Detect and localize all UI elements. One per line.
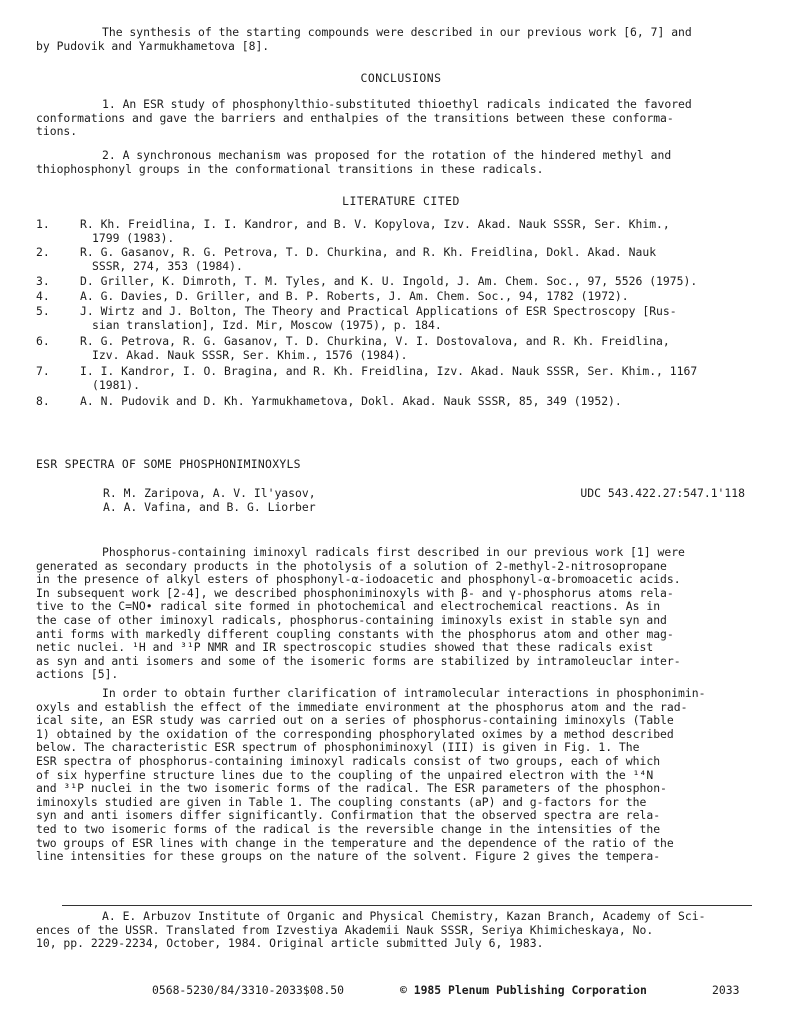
body-line: as syn and anti isomers and some of the isomeric forms are stabilized by intramoleuclar inter- <box>36 653 681 668</box>
copyright-notice: © 1985 Plenum Publishing Corporation <box>400 983 647 997</box>
conclusions-heading: CONCLUSIONS <box>360 71 442 85</box>
reference-number: 8. <box>36 394 50 408</box>
reference-line: 1799 (1983). <box>92 230 175 245</box>
body-line: ical site, an ESR study was carried out on a series of phosphorus-containing iminoxyls (Table <box>36 713 674 728</box>
intro-line: by Pudovik and Yarmukhametova [8]. <box>36 38 270 53</box>
body-line: netic nuclei. ¹H and ³¹P NMR and IR spectroscopic studies showed that these radicals exist <box>36 640 654 655</box>
udc-code: UDC 543.422.27:547.1'118 <box>580 486 745 500</box>
body-line: and ³¹P nuclei in the two isomeric forms of the radical. The ESR parameters of the phosphon- <box>36 781 667 796</box>
reference-number: 1. <box>36 217 50 231</box>
intro-paragraph <box>36 26 766 53</box>
reference-number: 6. <box>36 334 50 348</box>
author-line: A. A. Vafina, and B. G. Liorber <box>103 499 316 514</box>
body-line: ted to two isomeric forms of the radical is the reversible change in the intensities of the <box>36 821 661 836</box>
body-line: two groups of ESR lines with change in the temperature and the dependence of the ratio of the <box>36 835 674 850</box>
body-line: Phosphorus-containing iminoxyl radicals first described in our previous work [1] were <box>102 545 685 559</box>
conclusion-line: 2. A synchronous mechanism was proposed for the rotation of the hindered methyl and <box>102 148 672 162</box>
body-line: iminoxyls studied are given in Table 1. The coupling constants (aP) and g-factors for the <box>36 794 647 809</box>
reference-line: A. G. Davies, D. Griller, and B. P. Roberts, J. Am. Chem. Soc., 94, 1782 (1972). <box>80 289 629 303</box>
reference-line: R. G. Gasanov, R. G. Petrova, T. D. Churkina, and R. Kh. Freidlina, Dokl. Akad. Nauk <box>80 245 657 259</box>
reference-line: R. G. Petrova, R. G. Gasanov, T. D. Churkina, V. I. Dostovalova, and R. Kh. Freidlina, <box>80 334 670 348</box>
article-title: ESR SPECTRA OF SOME PHOSPHONIMINOXYLS <box>36 457 301 471</box>
body-line: below. The characteristic ESR spectrum of phosphoniminoxyl (III) is given in Fig. 1. The <box>36 740 640 755</box>
footnote-line: ences of the USSR. Translated from Izvestiya Akademii Nauk SSSR, Seriya Khimicheskaya, No. <box>36 922 654 937</box>
reference-number: 7. <box>36 364 50 378</box>
conclusion-line: tions. <box>36 124 78 139</box>
body-line: actions [5]. <box>36 667 119 682</box>
reference-line: SSSR, 274, 353 (1984). <box>92 258 243 273</box>
reference-line: Izv. Akad. Nauk SSSR, Ser. Khim., 1576 (1984). <box>92 347 408 362</box>
body-line: anti forms with markedly different coupling constants with the phosphorus atom and other mag- <box>36 626 674 641</box>
conclusion-line: 1. An ESR study of phosphonylthio-substituted thioethyl radicals indicated the favored <box>102 97 692 111</box>
body-line: ESR spectra of phosphorus-containing iminoxyl radicals consist of two groups, each of which <box>36 753 661 768</box>
conclusion-line: conformations and gave the barriers and enthalpies of the transitions between these conforma- <box>36 110 674 125</box>
conclusion-line: thiophosphonyl groups in the conformational transitions in these radicals. <box>36 161 544 176</box>
article-authors <box>103 487 316 514</box>
body-line: of six hyperfine structure lines due to the coupling of the unpaired electron with the ¹⁴N <box>36 767 654 782</box>
body-line: syn and anti isomers differ significantly. Confirmation that the observed spectra are rela- <box>36 808 661 823</box>
reference-number: 3. <box>36 274 50 288</box>
footnote-line: A. E. Arbuzov Institute of Organic and Physical Chemistry, Kazan Branch, Academy of Sci- <box>102 909 706 923</box>
reference-line: I. I. Kandror, I. O. Bragina, and R. Kh. Freidlina, Izv. Akad. Nauk SSSR, Ser. Khim., 1167 <box>80 364 698 378</box>
conclusion-item <box>36 149 766 176</box>
reference-line: A. N. Pudovik and D. Kh. Yarmukhametova, Dokl. Akad. Nauk SSSR, 85, 349 (1952). <box>80 394 622 408</box>
body-line: line intensities for these groups on the nature of the solvent. Figure 2 gives the tempera- <box>36 849 661 864</box>
affiliation-footnote <box>36 910 756 951</box>
author-line: R. M. Zaripova, A. V. Il'yasov, <box>103 486 316 500</box>
reference-line: (1981). <box>92 377 141 392</box>
footnote-line: 10, pp. 2229-2234, October, 1984. Original article submitted July 6, 1983. <box>36 936 544 951</box>
body-paragraph <box>36 687 766 864</box>
body-line: the case of other iminoxyl radicals, phosphorus-containing iminoxyls exist in stable syn and <box>36 612 667 627</box>
reference-line: D. Griller, K. Dimroth, T. M. Tyles, and K. U. Ingold, J. Am. Chem. Soc., 97, 5526 (1975). <box>80 274 698 288</box>
reference-number: 4. <box>36 289 50 303</box>
body-line: In subsequent work [2-4], we described phosphoniminoxyls with β- and γ-phosphorus atoms rela- <box>36 585 674 600</box>
body-paragraph <box>36 546 766 682</box>
reference-number: 5. <box>36 304 50 318</box>
body-line: In order to obtain further clarification of intramolecular interactions in phosphonimin- <box>102 686 706 700</box>
body-line: tive to the C=NO• radical site formed in photochemical and electrochemical reactions. As in <box>36 599 661 614</box>
body-line: in the presence of alkyl esters of phosphonyl-α-iodoacetic and phosphonyl-α-bromoacetic acids. <box>36 572 681 587</box>
reference-line: sian translation], Izd. Mir, Moscow (1975), p. 184. <box>92 317 442 332</box>
footnote-divider <box>62 905 752 906</box>
reference-line: R. Kh. Freidlina, I. I. Kandror, and B. V. Kopylova, Izv. Akad. Nauk SSSR, Ser. Khim., <box>80 217 670 231</box>
body-line: generated as secondary products in the photolysis of a solution of 2-methyl-2-nitrosopropane <box>36 558 667 573</box>
page-number: 2033 <box>712 983 740 997</box>
literature-heading: LITERATURE CITED <box>342 194 460 208</box>
intro-line: The synthesis of the starting compounds were described in our previous work [6, 7] and <box>102 25 692 39</box>
reference-line: J. Wirtz and J. Bolton, The Theory and Practical Applications of ESR Spectroscopy [Rus- <box>80 304 677 318</box>
article-code: 0568-5230/84/3310-2033$08.50 <box>152 983 345 997</box>
body-line: oxyls and establish the effect of the immediate environment at the phosphorus atom and the rad- <box>36 699 688 714</box>
reference-number: 2. <box>36 245 50 259</box>
body-line: 1) obtained by the oxidation of the corresponding phosphorylated oximes by a method described <box>36 726 674 741</box>
conclusion-item <box>36 98 766 139</box>
